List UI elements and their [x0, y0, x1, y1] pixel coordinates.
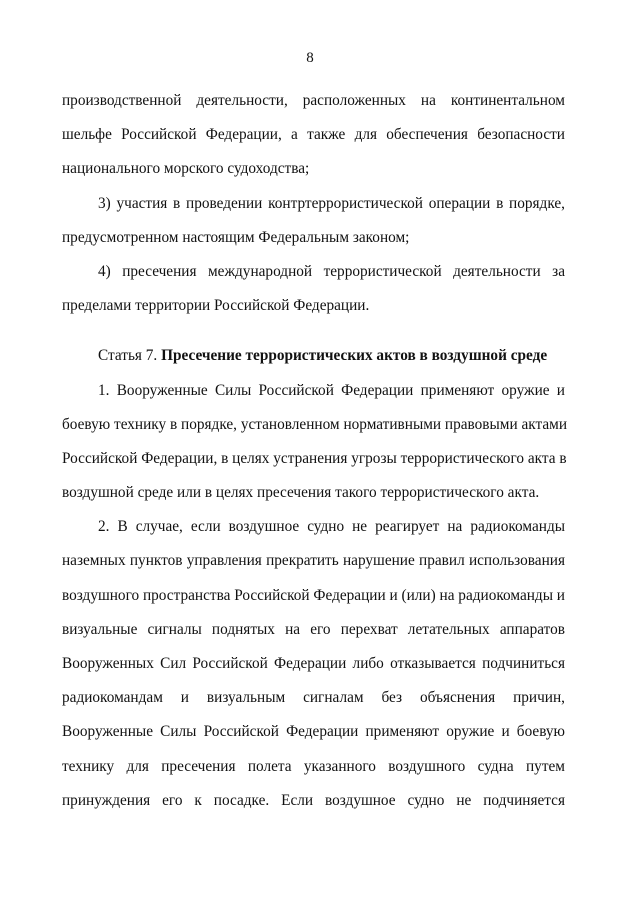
- text-line: 2. В случае, если воздушное судно не реагирует на радиокоманды: [98, 518, 565, 536]
- text-line: 3) участия в проведении контртеррористической операции в порядке,: [98, 194, 565, 212]
- text-line: визуальные сигналы поднятых на его перехват летательных аппаратов: [62, 620, 565, 638]
- text-line: производственной деятельности, расположенных на континентальном: [62, 92, 565, 109]
- text-line: Вооруженных Сил Российской Федерации либо отказывается подчиниться: [62, 655, 565, 672]
- text-line: предусмотренном настоящим Федеральным законом;: [62, 228, 410, 246]
- paragraph-item-3: [62, 193, 565, 261]
- text-line: принуждения его к посадке. Если воздушное судно не подчиняется: [62, 791, 565, 809]
- text-line: 4) пресечения международной террористической деятельности за: [98, 262, 565, 280]
- page-number: 8: [306, 50, 314, 66]
- document-body: [62, 90, 568, 824]
- article-prefix: Статья 7.: [98, 347, 158, 365]
- paragraph-continuation: [62, 90, 565, 193]
- paragraph-item-4: [62, 261, 565, 329]
- text-line: 1. Вооруженные Силы Российской Федерации применяют оружие и: [98, 381, 565, 399]
- text-line: боевую технику в порядке, установленном нормативными правовыми актами: [62, 415, 568, 433]
- text-line: национального морского судоходства;: [62, 160, 310, 178]
- text-line: шельфе Российской Федерации, а также для обеспечения безопасности: [62, 126, 565, 144]
- text-line: пределами территории Российской Федерации.: [62, 297, 370, 315]
- text-line: Российской Федерации, в целях устранения угрозы террористического акта в: [62, 449, 567, 467]
- text-line: радиокомандам и визуальным сигналам без объяснения причин,: [62, 689, 565, 707]
- text-line: технику для пресечения полета указанного воздушного судна путем: [62, 757, 565, 775]
- text-line: воздушной среде или в целях пресечения такого террористического акта.: [62, 484, 540, 502]
- text-line: Вооруженные Силы Российской Федерации применяют оружие и боевую: [62, 723, 565, 741]
- article-paragraph-1: [62, 380, 568, 517]
- article-title: Пресечение террористических актов в воздушной среде: [161, 347, 548, 365]
- text-line: наземных пунктов управления прекратить нарушение правил использования: [62, 552, 565, 570]
- article-paragraph-2: [62, 516, 565, 824]
- text-line: воздушного пространства Российской Федерации и (или) на радиокоманды и: [62, 586, 565, 604]
- section-gap: [62, 329, 565, 345]
- article-heading: [62, 345, 565, 379]
